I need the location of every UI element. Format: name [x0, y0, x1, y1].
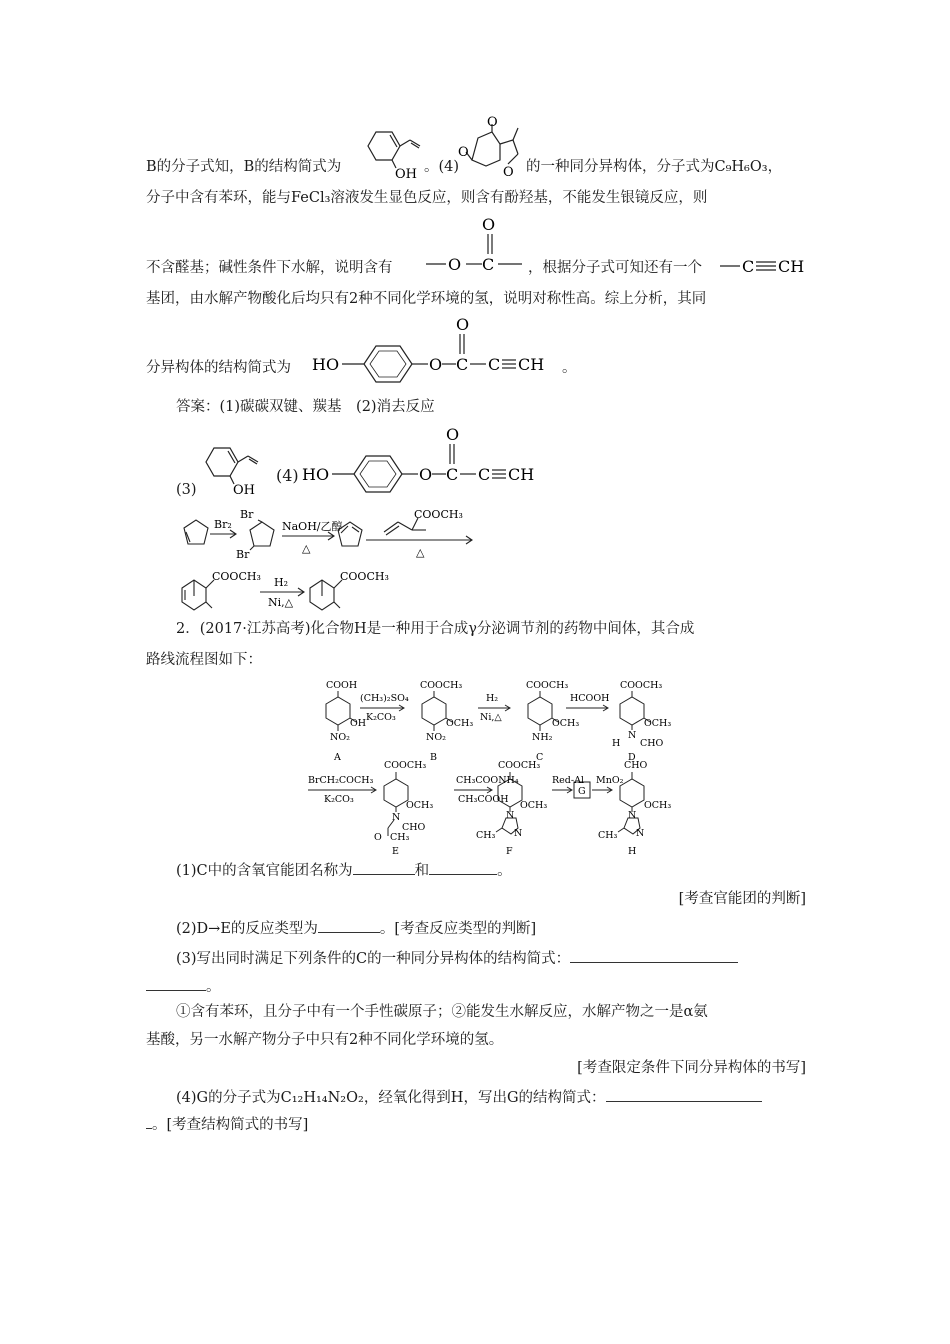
b-cooch3: COOCH₃ — [420, 680, 463, 691]
q2-intro-line1: 2．(2017·江苏高考)化合物H是一种用于合成γ分泌调节剂的药物中间体，其合成 — [176, 621, 695, 637]
label-e: E — [392, 846, 399, 857]
ester-group-fragment — [426, 216, 526, 278]
h-cho: CHO — [624, 760, 648, 771]
route-br-bottom: Br — [236, 548, 250, 561]
q2-sub4-cont: 。[考查结构简式的书写] — [146, 1114, 806, 1135]
label-f: F — [506, 846, 513, 857]
ester-o: O — [448, 255, 462, 274]
q2-sub3-cont: 。 — [146, 976, 806, 997]
d-n: N — [628, 730, 637, 741]
label-b: B — [430, 752, 437, 763]
compound-g-box: G — [578, 786, 586, 797]
c-och3: OCH₃ — [552, 718, 580, 729]
answer-q4-label: (4) — [276, 466, 299, 485]
isomer1-o-top: O — [456, 315, 470, 334]
answer-structure-b — [196, 438, 266, 498]
synthesis-route-row2 — [176, 568, 426, 618]
reagent-ch3cooh: CH₃COOH — [458, 794, 509, 805]
f-n1: N — [506, 810, 515, 821]
d-cooch3: COOCH₃ — [620, 680, 663, 691]
isomer1-o: O — [429, 355, 443, 374]
reagent-red-al: Red-Al — [552, 775, 584, 786]
answer-ch: CH — [508, 465, 535, 484]
c-cooch3: COOCH₃ — [526, 680, 569, 691]
q2-sub3-tag: [考查限定条件下同分异构体的书写] — [577, 1060, 806, 1076]
route-cooch3-3: COOCH₃ — [340, 570, 389, 583]
benzofuranone-o-ring: O — [503, 165, 514, 180]
d-h: H — [612, 738, 621, 749]
p1-line5: 分异构体的结构简式为 — [146, 360, 291, 376]
q2-sub3-cond2: 基酸，另一水解产物分子中只有2种不同化学环境的氢。 — [146, 1032, 504, 1048]
blank-2[interactable] — [318, 918, 380, 933]
a-oh: OH — [350, 718, 367, 729]
e-ch3: CH₃ — [390, 832, 410, 843]
route-cooch3-1: COOCH₃ — [414, 508, 463, 521]
h-och3: OCH₃ — [644, 800, 672, 811]
b-och3: OCH₃ — [446, 718, 474, 729]
route-delta-2: △ — [416, 546, 425, 559]
isomer1-ho: HO — [312, 355, 340, 374]
reagent-k2co3: K₂CO₃ — [366, 712, 396, 723]
label-c: C — [536, 752, 544, 763]
a-cooh: COOH — [326, 680, 358, 691]
ester-c: C — [482, 255, 495, 274]
blank-4-line1[interactable] — [606, 1087, 762, 1102]
blank-3-line2[interactable] — [146, 976, 206, 991]
scheme-row1 — [306, 676, 676, 764]
h-n1: N — [628, 810, 637, 821]
answer-isomer-structure — [302, 426, 552, 488]
benzofuranone-o-top: O — [487, 115, 498, 130]
label-a: A — [334, 752, 341, 763]
f-n2: N — [514, 828, 523, 839]
route-delta-1: △ — [302, 542, 311, 555]
isomer1-ch: CH — [518, 355, 545, 374]
answer-b-oh: OH — [233, 483, 255, 498]
e-och3: OCH₃ — [406, 800, 434, 811]
reagent-ch3coonh4: CH₃COONH₄ — [456, 775, 519, 786]
synthesis-route-row1 — [176, 506, 476, 566]
reagent-k2co3-2: K₂CO₃ — [324, 794, 354, 805]
alkyne-ch: CH — [778, 257, 805, 276]
q2-sub4: (4)G的分子式为C₁₂H₁₄N₂O₂，经氧化得到H，写出G的结构简式： — [176, 1087, 836, 1108]
c-nh2: NH₂ — [532, 732, 553, 743]
route-br2: Br₂ — [214, 518, 232, 531]
q2-sub3: (3)写出同时满足下列条件的C的一种同分异构体的结构简式： — [176, 948, 836, 969]
d-cho: CHO — [640, 738, 664, 749]
structure-benzofuranone — [458, 115, 530, 186]
q2-sub3-cond1: ①含有苯环，且分子中有一个手性碳原子；②能发生水解反应，水解产物之一是α氨 — [176, 1004, 708, 1020]
q2-sub1-tag: [考查官能团的判断] — [678, 891, 806, 907]
reagent-mno2: MnO₂ — [596, 775, 624, 786]
answer-c: C — [446, 465, 459, 484]
reagent-ni: Ni,△ — [480, 712, 502, 723]
answer-line: 答案：(1)碳碳双键、羰基 (2)消去反应 — [176, 399, 435, 415]
blank-1a[interactable] — [353, 860, 415, 875]
h-n2: N — [636, 828, 645, 839]
reagent-me2so4: (CH₃)₂SO₄ — [360, 693, 409, 704]
p1-line1-end: 的一种同分异构体，分子式为C₉H₆O₃， — [526, 159, 783, 175]
route-ni: Ni,△ — [268, 596, 294, 609]
q2-sub2: (2)D→E的反应类型为 。[考查反应类型的判断] — [176, 918, 836, 939]
label-h: H — [628, 846, 637, 857]
p1-line4: 基团，由水解产物酸化后均只有2种不同化学环境的氢，说明对称性高。综上分析，其同 — [146, 291, 707, 307]
isomer1-c: C — [456, 355, 469, 374]
p1-line1: B的分子式知，B的结构简式为 — [146, 159, 342, 175]
label-d: D — [628, 752, 636, 763]
route-naoh: NaOH/乙醇 — [282, 520, 343, 533]
isomer-structure-1 — [312, 316, 562, 378]
answer-o: O — [419, 465, 433, 484]
b-no2: NO₂ — [426, 732, 446, 743]
reagent-h2: H₂ — [486, 693, 499, 704]
answer-ho: HO — [302, 465, 330, 484]
p1-line2: 分子中含有苯环，能与FeCl₃溶液发生显色反应，则含有酚羟基，不能发生银镜反应，则 — [146, 190, 708, 206]
route-br-top: Br — [240, 508, 254, 521]
scheme-row2 — [306, 756, 686, 856]
alkyne-c: C — [742, 257, 755, 276]
benzofuranone-o-left: O — [458, 145, 469, 160]
reagent-hcooh: HCOOH — [570, 693, 610, 704]
e-o: O — [374, 832, 382, 843]
f-cooch3: COOCH₃ — [498, 760, 541, 771]
blank-1b[interactable] — [429, 860, 497, 875]
route-h2: H₂ — [274, 576, 289, 589]
q2-sub1: (1)C中的含氧官能团名称为 和 。 — [176, 860, 836, 881]
blank-3-line1[interactable] — [570, 948, 738, 963]
answer-c2: C — [478, 465, 491, 484]
structure-b-cyclohexenol — [358, 122, 428, 182]
alkyne-group-fragment — [720, 250, 808, 280]
p1-line1-mid: 。(4) — [424, 159, 460, 175]
a-no2: NO₂ — [330, 732, 350, 743]
e-cho: CHO — [402, 822, 426, 833]
route-cooch3-2: COOCH₃ — [212, 570, 261, 583]
p1-line3: 不含醛基；碱性条件下水解，说明含有 — [146, 260, 393, 276]
ester-o-double: O — [482, 215, 496, 234]
q2-intro-line2: 路线流程图如下： — [146, 652, 262, 668]
f-och3: OCH₃ — [520, 800, 548, 811]
h-ch3: CH₃ — [598, 830, 618, 841]
answer-o-top: O — [446, 425, 460, 444]
p1-line3-end: ，根据分子式可知还有一个 — [528, 260, 702, 276]
d-och3: OCH₃ — [644, 718, 672, 729]
reagent-brch2coch3: BrCH₂COCH₃ — [308, 775, 374, 786]
e-cooch3: COOCH₃ — [384, 760, 427, 771]
answer-q3-label: (3) — [176, 482, 197, 498]
f-ch3: CH₃ — [476, 830, 496, 841]
b-oh-text: OH — [395, 167, 417, 182]
e-n: N — [392, 812, 401, 823]
p1-line5-end: 。 — [562, 360, 577, 376]
isomer1-c2: C — [488, 355, 501, 374]
